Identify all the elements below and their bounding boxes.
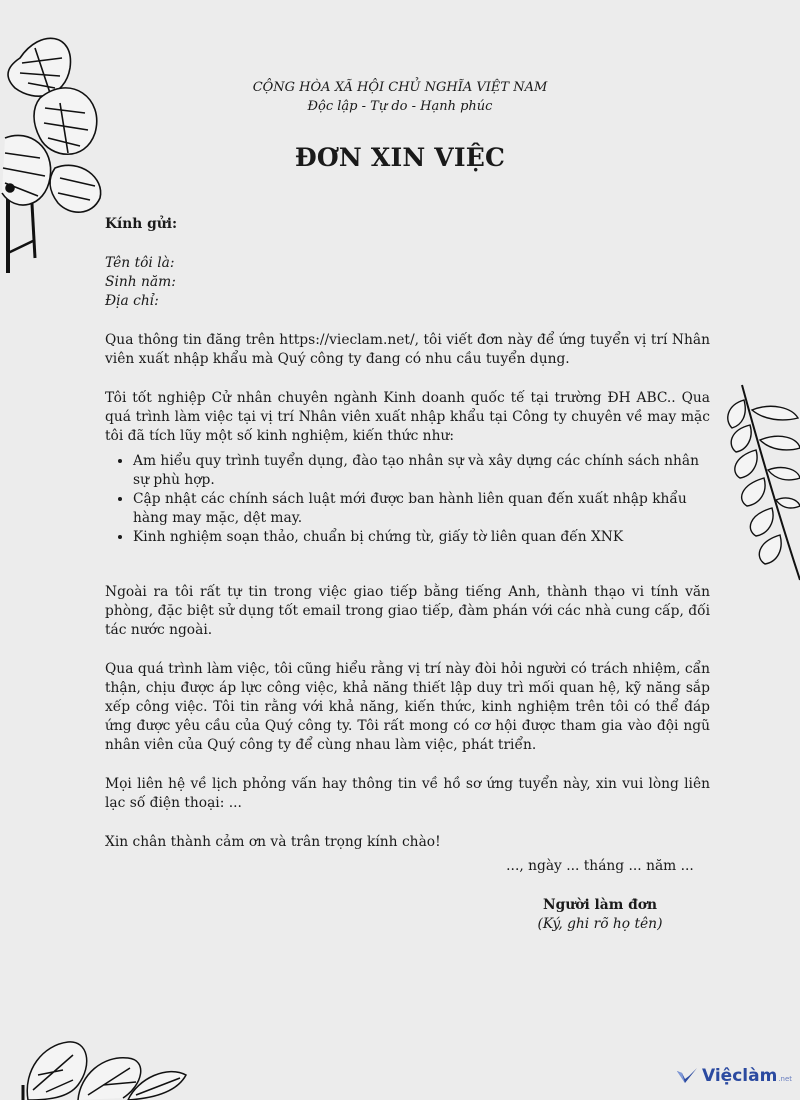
national-motto: Độc lập - Tự do - Hạnh phúc — [307, 99, 493, 114]
commitment-paragraph: Qua quá trình làm việc, tôi cũng hiểu rằng vị trí này đòi hỏi người có trách nhiệm, cẩn thận, chịu được áp lực công việc, khả năng thiết lập duy trì mối quan hệ, kỹ năng sắp xếp công việc. Tôi tin rằng với khả năng, kiến thức, kinh nghiệm trên tôi có thể đáp ứng được yêu cầu của Quý công ty. Tôi rất mong có cơ hội được tham gia vào đội ngũ nhân viên của Quý công ty để cùng nhau làm việc, phát triển. — [105, 661, 710, 753]
address-label: Địa chỉ: — [105, 293, 159, 309]
closing-paragraph: Xin chân thành cảm ơn và trân trọng kính chào! — [105, 834, 441, 850]
list-item: • Cập nhật các chính sách luật mới được ban hành liên quan đến xuất nhập khẩu hàng may mặc, dệt may. — [133, 490, 710, 528]
name-label: Tên tôi là: — [105, 255, 175, 271]
fern-leaf-icon — [722, 380, 800, 590]
education-paragraph: Tôi tốt nghiệp Cử nhân chuyên ngành Kinh doanh quốc tế tại trường ĐH ABC.. Qua quá trình làm việc tại vị trí Nhân viên xuất nhập khẩu tại Công ty chuyên về may mặc tôi đã tích lũy một số kinh nghiệm, kiến thức như: — [105, 390, 710, 444]
contact-paragraph: Mọi liên hệ về lịch phỏng vấn hay thông tin về hồ sơ ứng tuyển này, xin vui lòng liên lạc số điện thoại: ... — [105, 776, 710, 811]
list-item: • Kinh nghiệm soạn thảo, chuẩn bị chứng từ, giấy tờ liên quan đến XNK — [133, 528, 710, 547]
page-title: ĐƠN XIN VIỆC — [294, 143, 506, 172]
logo-suffix: .net — [778, 1075, 793, 1083]
signer-label: Người làm đơn — [543, 897, 657, 913]
intro-paragraph: Qua thông tin đăng trên https://vieclam.net/, tôi viết đơn này để ứng tuyển vị trí Nhân viên xuất nhập khẩu mà Quý công ty đang có nhu cầu tuyển dụng. — [105, 332, 710, 367]
skills-list — [105, 452, 710, 547]
list-item: • Am hiểu quy trình tuyển dụng, đào tạo nhân sự và xây dựng các chính sách nhân sự phù hợp. — [133, 452, 710, 490]
national-title: CỘNG HÒA XÃ HỘI CHỦ NGHĨA VIỆT NAM — [252, 80, 548, 95]
personal-info — [105, 254, 710, 311]
letter-body — [105, 215, 710, 872]
birth-year-label: Sinh năm: — [105, 274, 176, 290]
date-line: ..., ngày ... tháng ... năm ... — [506, 858, 694, 874]
national-header — [0, 78, 800, 116]
signature-note: (Ký, ghi rõ họ tên) — [537, 916, 663, 932]
signature-block — [500, 857, 700, 934]
tropical-leaf-icon — [18, 1030, 188, 1100]
recipient-line: Kính gửi: — [105, 216, 178, 232]
logo-text: Việclàm — [702, 1066, 778, 1086]
vieclam-logo[interactable] — [676, 1065, 792, 1087]
check-icon — [676, 1067, 698, 1085]
languages-paragraph: Ngoài ra tôi rất tự tin trong việc giao tiếp bằng tiếng Anh, thành thạo vi tính văn phòng, đặc biệt sử dụng tốt email trong giao tiếp, đàm phán với các nhà cung cấp, đối tác nước ngoài. — [105, 584, 710, 638]
